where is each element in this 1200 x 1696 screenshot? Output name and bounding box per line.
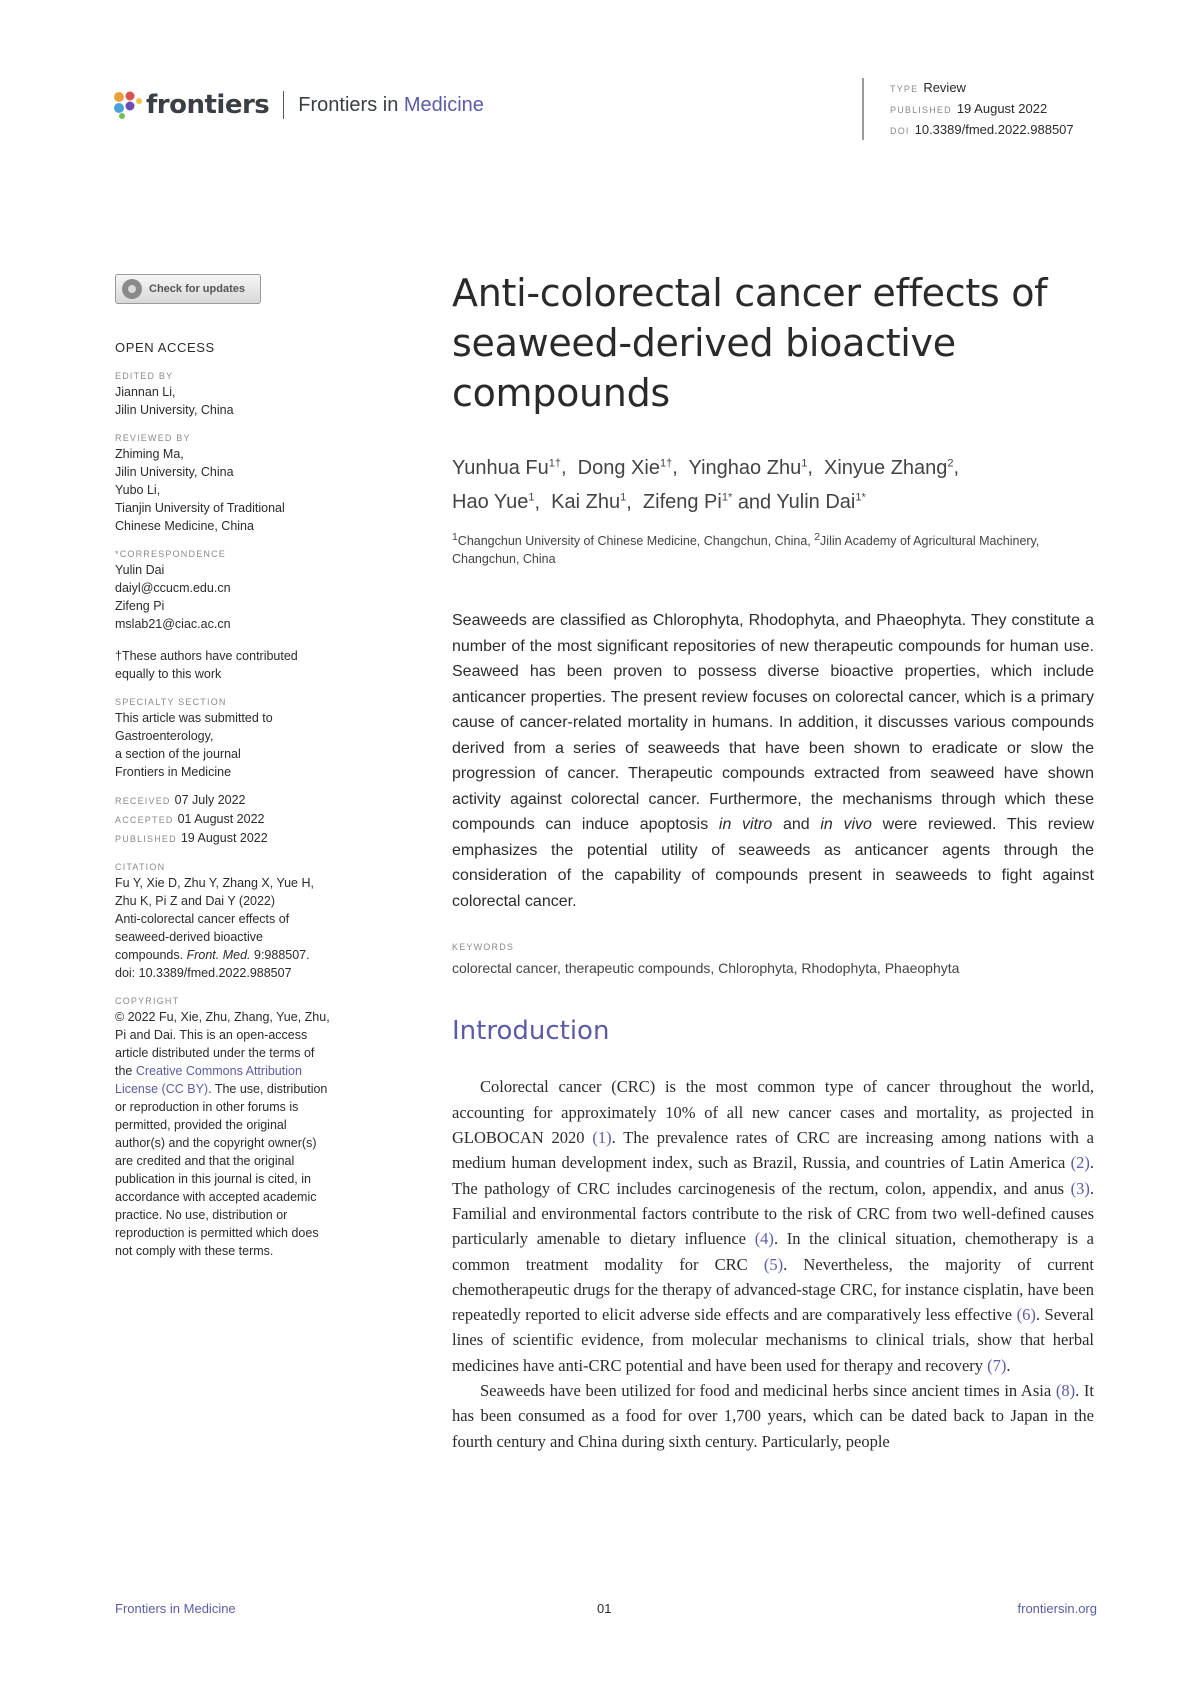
citation-ref-link[interactable]: (5) xyxy=(763,1254,784,1274)
cc-license-link-2[interactable]: License (CC BY) xyxy=(115,1082,209,1096)
author-affil: 1 xyxy=(620,491,627,504)
footer-site-link[interactable]: frontiersin.org xyxy=(1017,1601,1097,1616)
author-line: Yunhua $Fu^{1\dagger}$, Dong Xie$^{1\dagger}$, Yinghao Zhu$^1$, Xinyue Zhang$^2$, xyxy=(452,456,960,479)
author[interactable] xyxy=(776,491,865,513)
reviewed-by-label: REVIEWED BY xyxy=(115,433,191,443)
contribution-line: equally to this work xyxy=(115,667,222,681)
meta-type-label: TYPE xyxy=(890,84,919,94)
page-header xyxy=(0,0,1200,160)
author-name: Zifeng Pi xyxy=(642,491,722,514)
citation-line: Fu Y, Xie D, Zhu Y, Zhang X, Yue H, xyxy=(115,876,314,890)
author-name: Hao Yue xyxy=(452,491,529,514)
citation-line: Zhu K, Pi Z and Dai Y (2022) xyxy=(115,894,276,908)
author-name: Xinyue Zhang xyxy=(824,456,948,479)
published-value: 19 August 2022 xyxy=(180,831,268,845)
correspondent-name: Zifeng Pi xyxy=(115,599,165,613)
author-affil: 1* xyxy=(855,491,866,504)
citation-line xyxy=(115,946,365,964)
affiliation: Jilin Academy of Agricultural Machinery, Changchun, China xyxy=(452,534,1040,567)
citation-ref-link[interactable]: (2) xyxy=(1070,1153,1090,1173)
abstract-italic: in vivo xyxy=(820,816,872,834)
author-line: Hao Yue$^1$, Kai Zhu$^1$, Zifeng $Pi^{1*}$ and Yulin Dai$^{1*}$ xyxy=(452,491,866,514)
abstract xyxy=(452,608,1094,914)
affil-marker: 2 xyxy=(814,532,821,544)
copyright-the: the xyxy=(115,1064,136,1078)
published-date xyxy=(115,829,365,848)
citation-ref-link[interactable]: (3) xyxy=(1070,1178,1090,1198)
received-value: 07 July 2022 xyxy=(174,793,246,807)
published-label: PUBLISHED xyxy=(115,834,177,844)
author[interactable] xyxy=(452,457,561,479)
author-affil: 1† xyxy=(548,457,561,469)
copyright-line: publication in this journal is cited, in xyxy=(115,1172,311,1186)
citation xyxy=(115,874,365,982)
meta-published-value: 19 August 2022 xyxy=(956,101,1048,116)
correspondent-email[interactable]: daiyl@ccucm.edu.cn xyxy=(115,581,231,595)
reviewed-by xyxy=(115,445,365,535)
affiliations xyxy=(452,529,1094,568)
author-name: Yulin Dai xyxy=(776,491,856,514)
journal-accent: Medicine xyxy=(403,93,484,116)
specialty-line: Gastroenterology, xyxy=(115,729,214,743)
copyright-line: reproduction is permitted which does xyxy=(115,1226,319,1240)
body-text: . Several lines of scientific evidence, from molecular mechanisms to clinical trials, show that herbal medicines have anti-CRC potential and have been used for therapy and recovery xyxy=(452,1305,1094,1375)
edited-by xyxy=(115,383,365,419)
citation-doi[interactable]: doi: 10.3389/fmed.2022.988507 xyxy=(115,966,292,980)
copyright-line: Pi and Dai. This is an open-access xyxy=(115,1028,308,1042)
meta-type-value: Review xyxy=(923,80,966,95)
author-name: Yunhua Fu xyxy=(452,456,549,479)
body-text: Seaweeds have been utilized for food and medicinal herbs since ancient times in Asia xyxy=(480,1381,1056,1401)
copyright-line xyxy=(115,1062,365,1080)
citation-journal: Front. Med. xyxy=(186,948,251,962)
citation-ref-link[interactable]: (8) xyxy=(1055,1381,1076,1401)
author-name: Yinghao Zhu xyxy=(688,456,802,479)
author[interactable] xyxy=(578,457,673,479)
specialty-line: Frontiers in Medicine xyxy=(115,765,232,779)
copyright-line xyxy=(115,1080,365,1098)
received-date xyxy=(115,791,365,810)
citation-ref-link[interactable]: (4) xyxy=(754,1229,774,1249)
copyright-line: article distributed under the terms of xyxy=(115,1046,315,1060)
body-text: . In the clinical situation, chemotherapy is a common treatment modality for CRC xyxy=(452,1229,1095,1274)
copyright-line: practice. No use, distribution or xyxy=(115,1208,288,1222)
author-affil: 1* xyxy=(721,491,733,504)
meta-doi-value[interactable]: 10.3389/fmed.2022.988507 xyxy=(914,122,1074,137)
meta-type xyxy=(890,78,1074,99)
reviewer-line: Tianjin University of Traditional xyxy=(115,501,285,515)
received-label: RECEIVED xyxy=(115,796,171,806)
author-affil: 1 xyxy=(801,457,808,469)
meta-published xyxy=(890,99,1074,120)
copyright-line: not comply with these terms. xyxy=(115,1244,274,1258)
body-text: . Familial and environmental factors contribute to the risk of CRC from two well-defined causes particularly amenable to dietary influence xyxy=(452,1178,1094,1249)
copyright-line: or reproduction in other forums is xyxy=(115,1100,299,1114)
brand-wordmark: frontiers xyxy=(146,90,270,120)
check-updates-button[interactable] xyxy=(115,274,261,304)
body-text: . Nevertheless, the majority of current chemotherapeutic drugs for the therapy of advanced-stage CRC, for instance cisplatin, have been repeatedly reported to elicit adverse side effects and are comparatively less effective xyxy=(452,1254,1094,1325)
correspondent-name: Yulin Dai xyxy=(115,563,165,577)
copyright-line: accordance with accepted academic xyxy=(115,1190,317,1204)
affil-marker: 1 xyxy=(452,532,458,544)
editor-line: Jilin University, China xyxy=(115,403,234,417)
author-name: Kai Zhu xyxy=(551,491,621,514)
affiliation: Changchun University of Chinese Medicine, Changchun, China, xyxy=(457,534,815,549)
copyright-line: permitted, provided the original xyxy=(115,1118,287,1132)
copyright-label: COPYRIGHT xyxy=(115,996,180,1006)
author-affil: 2 xyxy=(947,457,954,469)
copyright-line: are credited and that the original xyxy=(115,1154,295,1168)
copyright-after-link: . The use, distribution xyxy=(208,1082,328,1096)
footer-journal-prefix: Frontiers in xyxy=(115,1601,184,1616)
citation-ref-link[interactable]: (1) xyxy=(592,1128,612,1148)
contribution-note xyxy=(115,647,365,683)
author-name: Dong Xie xyxy=(577,456,660,479)
accepted-value: 01 August 2022 xyxy=(177,812,265,826)
author-affil: 1 xyxy=(528,491,535,504)
specialty-section xyxy=(115,709,365,781)
editor-line: Jiannan Li, xyxy=(115,385,176,399)
body-text: . The prevalence rates of CRC are increasing among nations with a medium human development index, such as Brazil, Russia, and countries of Latin America xyxy=(452,1128,1094,1173)
author[interactable] xyxy=(643,491,732,513)
article-main xyxy=(452,268,1094,1454)
correspondent-email[interactable]: mslab21@ciac.ac.cn xyxy=(115,617,231,631)
author[interactable] xyxy=(689,457,808,479)
correspondence xyxy=(115,561,365,633)
author[interactable] xyxy=(551,491,626,513)
page-number: 01 xyxy=(597,1601,612,1616)
accepted-label: ACCEPTED xyxy=(115,815,174,825)
citation-ref-link[interactable]: (7) xyxy=(987,1355,1007,1375)
footer-journal[interactable] xyxy=(115,1601,236,1616)
article-meta xyxy=(862,78,1074,140)
keywords-label: KEYWORDS xyxy=(452,942,515,953)
abstract-italic: in vitro xyxy=(718,816,773,834)
copyright-line: © 2022 Fu, Xie, Zhu, Zhang, Yue, Zhu, xyxy=(115,1010,330,1024)
dates xyxy=(115,791,365,848)
edited-by-label: EDITED BY xyxy=(115,371,174,381)
body-text: . xyxy=(1006,1355,1011,1375)
author-conjunction: and xyxy=(737,491,772,514)
specialty-line: This article was submitted to xyxy=(115,711,273,725)
author[interactable] xyxy=(452,491,535,513)
reviewer-line: Chinese Medicine, China xyxy=(115,519,254,533)
citation-line: Anti-colorectal cancer effects of xyxy=(115,912,290,926)
check-updates-label: Check for updates xyxy=(149,283,245,295)
sidebar xyxy=(115,274,365,1260)
author-affil: 1† xyxy=(659,457,673,469)
body-paragraph xyxy=(452,1074,1094,1378)
accepted-date xyxy=(115,810,365,829)
correspondence-label: *CORRESPONDENCE xyxy=(115,549,227,559)
body-text: . It has been consumed as a food for over 1,700 years, which can be dated back to Japan in the fourth century and China during sixth century. Particularly, people xyxy=(452,1381,1094,1451)
article-title: Anti-colorectal cancer effects of seaweed-derived bioactive compounds xyxy=(452,271,1048,415)
body-text: . The pathology of CRC includes carcinogenesis of the rectum, colon, appendix, and anus xyxy=(452,1153,1094,1198)
keywords: colorectal cancer, therapeutic compounds, Chlorophyta, Rhodophyta, Phaeophyta xyxy=(452,960,960,977)
journal-name xyxy=(298,94,484,117)
copyright xyxy=(115,1008,365,1260)
section-heading-introduction: Introduction xyxy=(452,1016,610,1047)
footer-journal-accent: Medicine xyxy=(183,1601,236,1616)
reviewer-line: Yubo Li, xyxy=(115,483,161,497)
citation-label: CITATION xyxy=(115,862,166,872)
citation-compounds: compounds. xyxy=(115,948,184,962)
open-access-label: OPEN ACCESS xyxy=(115,340,215,355)
body-paragraph xyxy=(452,1378,1094,1454)
check-updates-icon xyxy=(122,279,142,299)
citation-line: seaweed-derived bioactive xyxy=(115,930,264,944)
reviewer-line: Jilin University, China xyxy=(115,465,234,479)
author-list xyxy=(452,448,1094,517)
reviewer-line: Zhiming Ma, xyxy=(115,447,184,461)
cc-license-link[interactable]: Creative Commons Attribution xyxy=(135,1064,302,1078)
abstract-text: and xyxy=(772,816,821,834)
contribution-line: †These authors have contributed xyxy=(115,649,298,663)
frontiers-logo-icon xyxy=(113,91,143,119)
copyright-line: author(s) and the copyright owner(s) xyxy=(115,1136,317,1150)
meta-published-label: PUBLISHED xyxy=(890,105,952,115)
author[interactable] xyxy=(824,457,954,479)
citation-ref-link[interactable]: (6) xyxy=(1016,1305,1036,1325)
meta-doi xyxy=(890,120,1074,141)
logo-divider xyxy=(283,91,284,119)
specialty-label: SPECIALTY SECTION xyxy=(115,697,227,707)
journal-logo[interactable] xyxy=(113,90,484,120)
abstract-text: were reviewed. This review emphasizes the potential utility of seaweeds as anticancer agents through the consideration of the capability of compounds present in seaweeds to fight against colorectal cancer. xyxy=(452,816,1095,910)
specialty-line: a section of the journal xyxy=(115,747,241,761)
abstract-text: Seaweeds are classified as Chlorophyta, Rhodophyta, and Phaeophyta. They constitute a number of the most significant repositories of new therapeutic compounds for human use. Seaweed has been proven to possess diverse bioactive properties, which include anticancer properties. The present review focuses on colorectal cancer, which is a primary cause of cancer-related mortality in humans. In addition, it discusses various compounds derived from a series of seaweeds that have been shown to eradicate or slow the progression of cancer. Therapeutic compounds extracted from seaweed have shown activity against colorectal cancer. Furthermore, the mechanisms through which these compounds can induce apoptosis xyxy=(452,612,1094,834)
journal-prefix: Frontiers in xyxy=(298,93,404,116)
meta-doi-label: DOI xyxy=(890,126,910,136)
citation-volume: 9:988507. xyxy=(254,948,310,962)
body-text: Colorectal cancer (CRC) is the most common type of cancer throughout the world, accounting for approximately 10% of all new cancer cases and mortality, as projected in GLOBOCAN 2020 xyxy=(452,1077,1094,1148)
